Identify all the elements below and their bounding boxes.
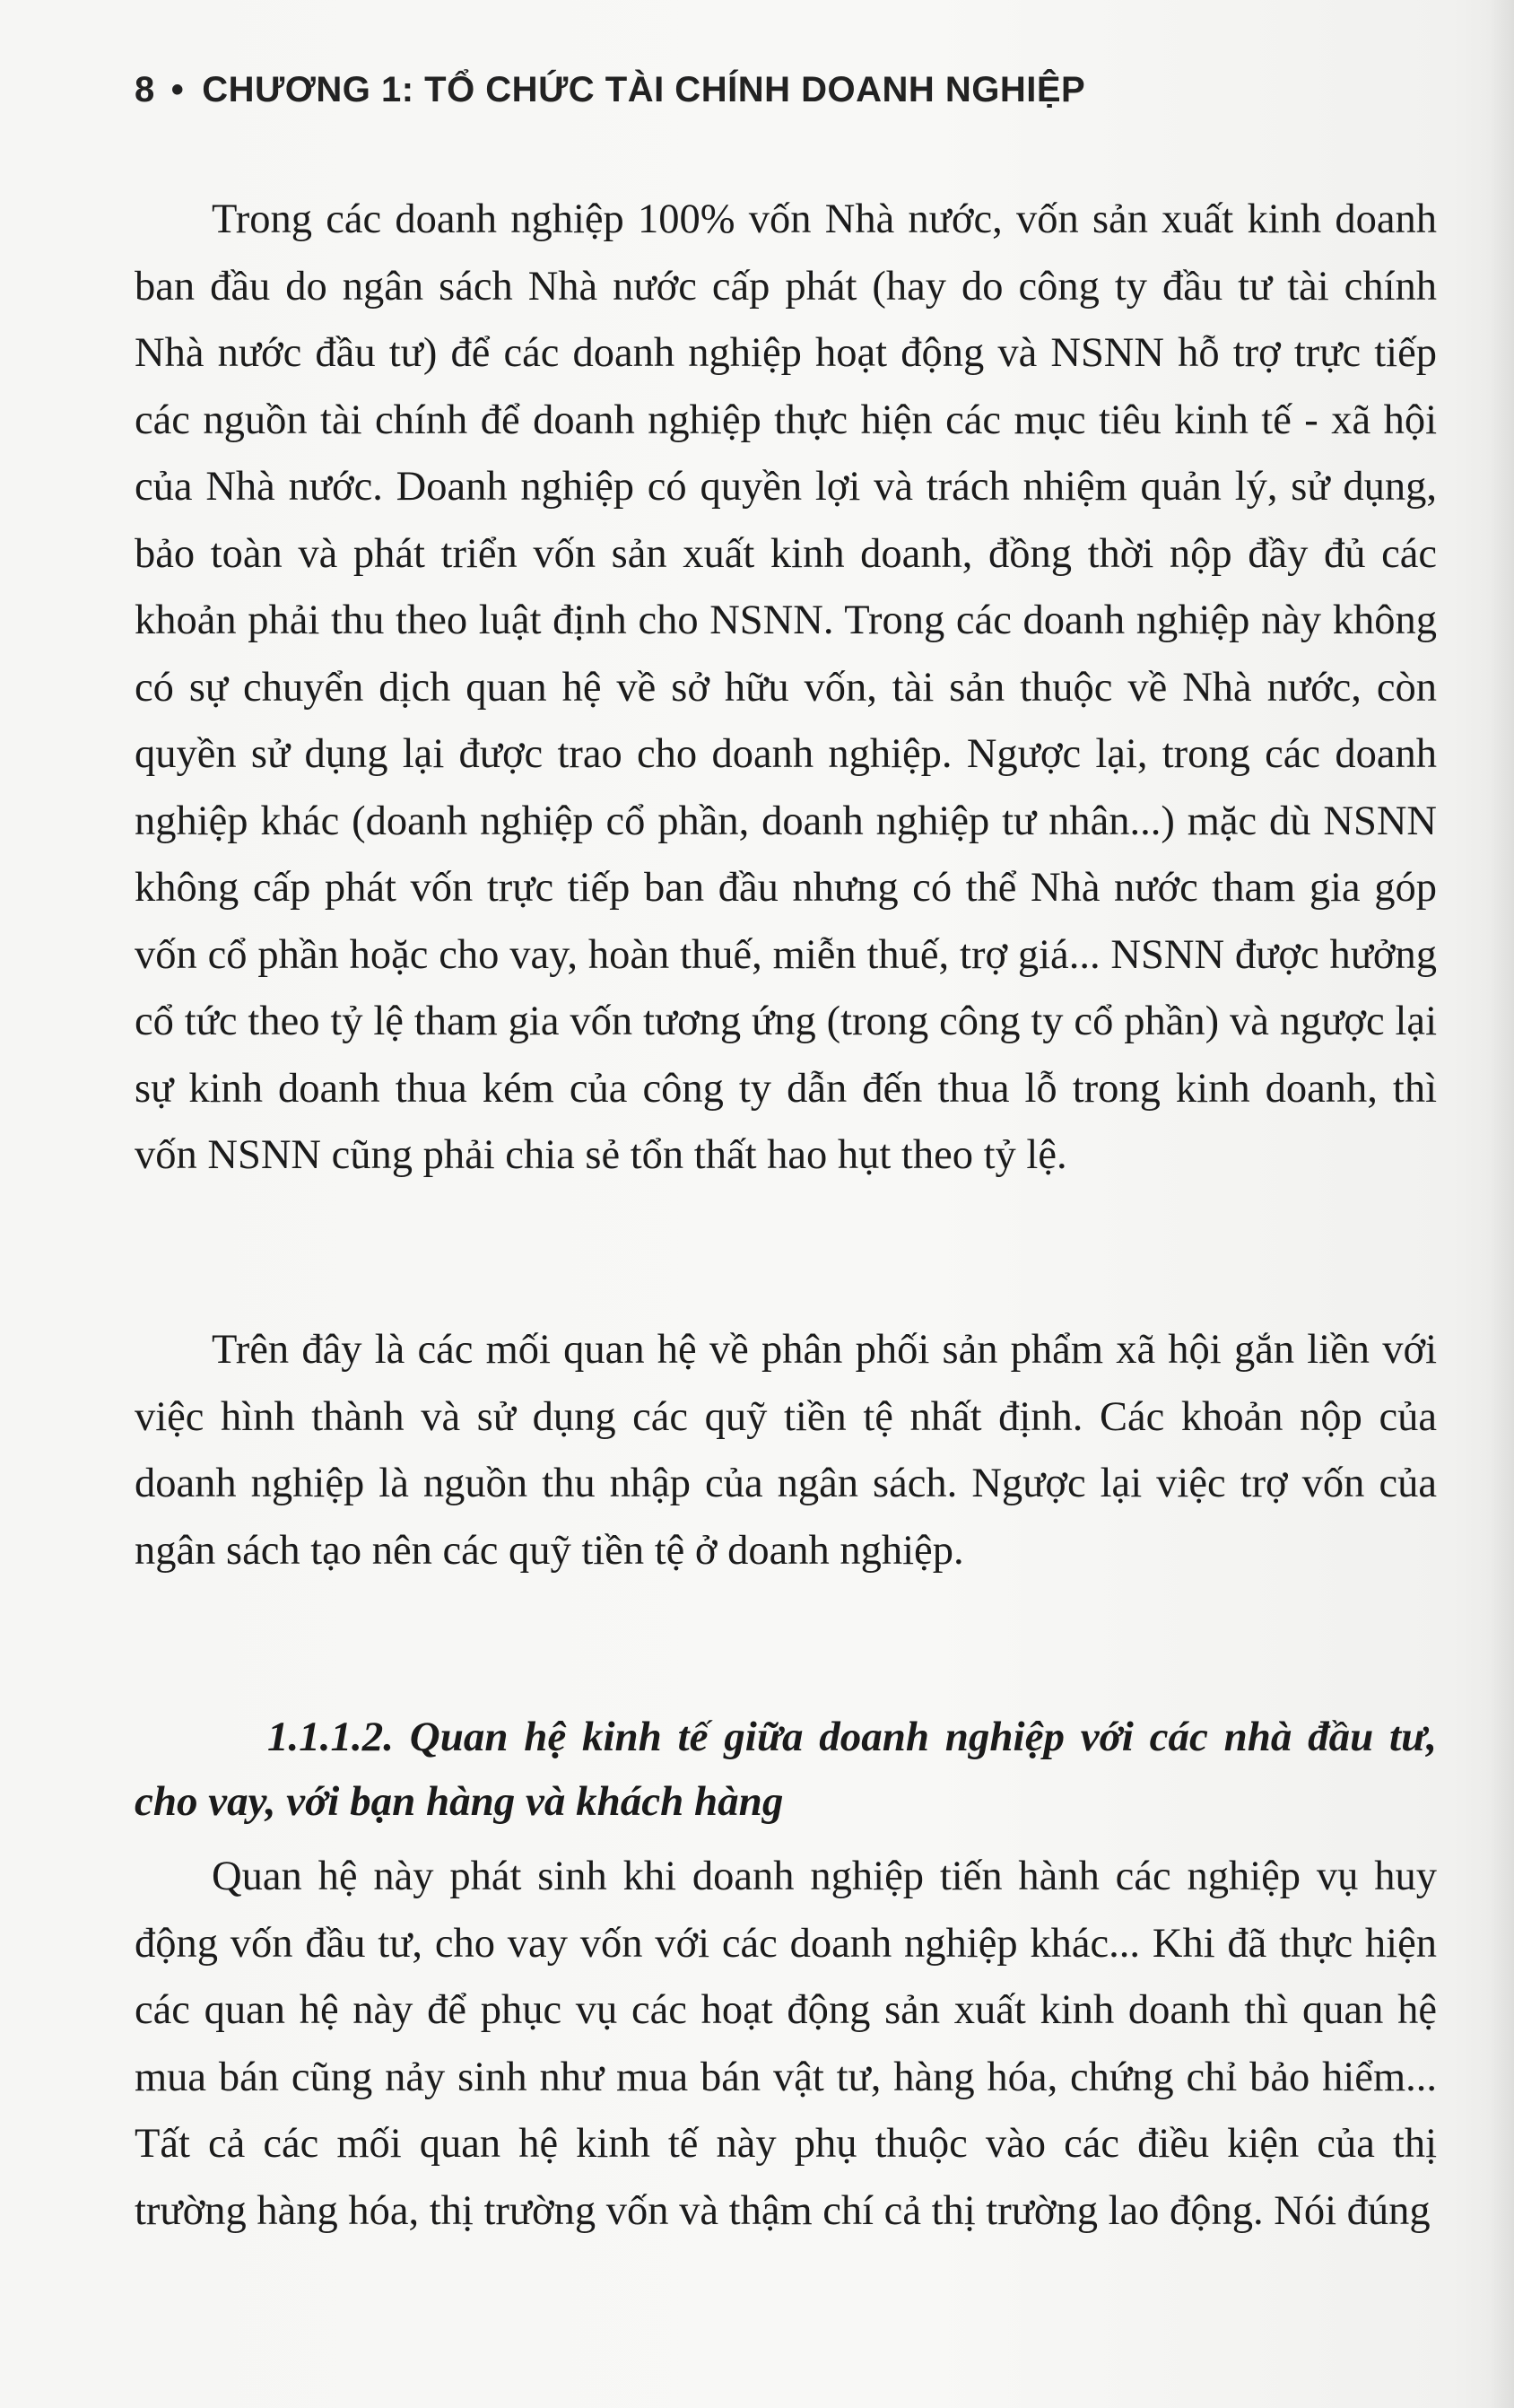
paragraph-text: Quan hệ này phát sinh khi doanh nghiệp tiến hành các nghiệp vụ huy động vốn đầu tư, cho vay vốn với các doanh nghiệp khác... Khi đã thực hiện các quan hệ này để phục vụ các hoạt động sản xuất kinh doanh thì quan hệ mua bán cũng nảy sinh như mua bán vật tư, hàng hóa, chứng chỉ bảo hiểm... Tất cả các mối quan hệ kinh tế này phụ thuộc vào các điều kiện của thị trường hàng hóa, thị trường vốn và thậm chí cả thị trường lao động. Nói đúng	[135, 1854, 1437, 2234]
section-heading: 1.1.1.2. Quan hệ kinh tế giữa doanh nghiệp với các nhà đầu tư, cho vay, với bạn hàng và khách hàng	[135, 1714, 1437, 1825]
paragraph-distribution-summary	[135, 1317, 1437, 1584]
running-header	[135, 70, 1085, 110]
paragraph-state-enterprise-capital	[135, 187, 1437, 1190]
paragraph-text: Trong các doanh nghiệp 100% vốn Nhà nước, vốn sản xuất kinh doanh ban đầu do ngân sách Nhà nước cấp phát (hay do công ty đầu tư tài chính Nhà nước đầu tư) để các doanh nghiệp hoạt động và NSNN hỗ trợ trực tiếp các nguồn tài chính để doanh nghiệp thực hiện các mục tiêu kinh tế - xã hội của Nhà nước. Doanh nghiệp có quyền lợi và trách nhiệm quản lý, sử dụng, bảo toàn và phát triển vốn sản xuất kinh doanh, đồng thời nộp đầy đủ các khoản phải thu theo luật định cho NSNN. Trong các doanh nghiệp này không có sự chuyển dịch quan hệ về sở hữu vốn, tài sản thuộc về Nhà nước, còn quyền sử dụng lại được trao cho doanh nghiệp. Ngược lại, trong các doanh nghiệp khác (doanh nghiệp cổ phần, doanh nghiệp tư nhân...) mặc dù NSNN không cấp phát vốn trực tiếp ban đầu nhưng có thể Nhà nước tham gia góp vốn cổ phần hoặc cho vay, hoàn thuế, miễn thuế, trợ giá... NSNN được hưởng cổ tức theo tỷ lệ tham gia vốn tương ứng (trong công ty cổ phần) và ngược lại sự kinh doanh thua kém của công ty dẫn đến thua lỗ trong kinh doanh, thì vốn NSNN cũng phải chia sẻ tổn thất hao hụt theo tỷ lệ.	[135, 196, 1437, 1178]
paragraph-text: Trên đây là các mối quan hệ về phân phối sản phẩm xã hội gắn liền với việc hình thành và sử dụng các quỹ tiền tệ nhất định. Các khoản nộp của doanh nghiệp là nguồn thu nhập của ngân sách. Ngược lại việc trợ vốn của ngân sách tạo nên các quỹ tiền tệ ở doanh nghiệp.	[135, 1327, 1437, 1574]
chapter-title: CHƯƠNG 1: TỔ CHỨC TÀI CHÍNH DOANH NGHIỆP	[202, 70, 1086, 109]
page-edge-shadow	[1489, 0, 1514, 2408]
paragraph-investor-relations	[135, 1844, 1437, 2245]
header-bullet: •	[170, 70, 185, 109]
page-number: 8	[135, 70, 155, 109]
